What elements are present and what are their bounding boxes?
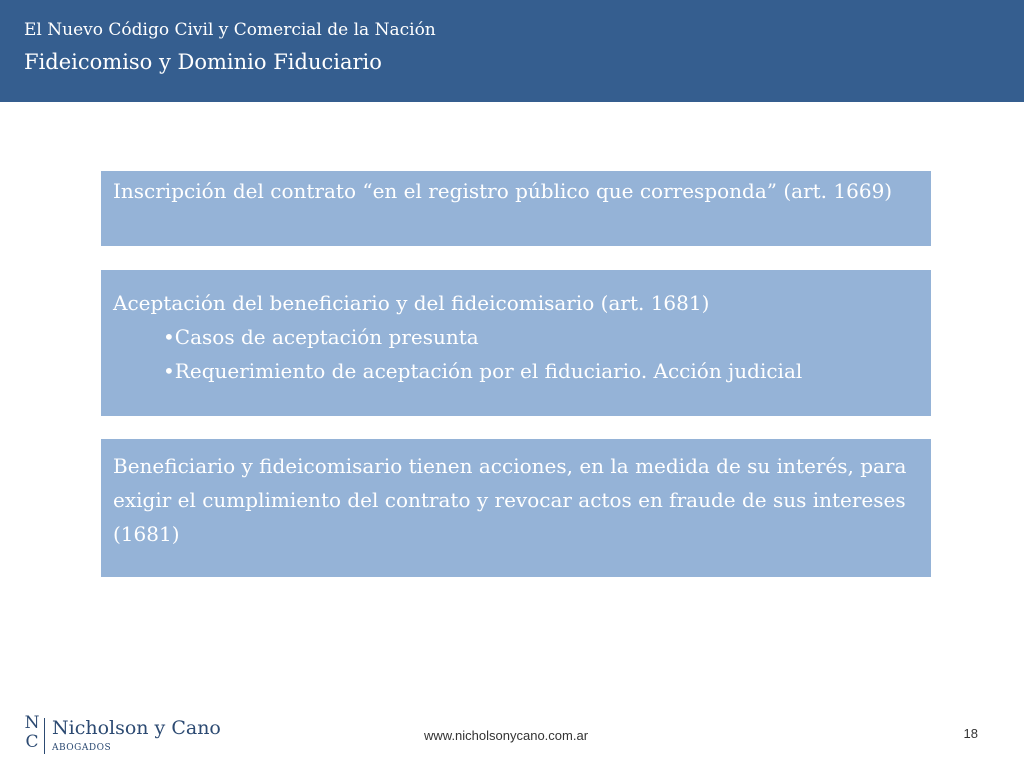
slide-header [0, 0, 1024, 102]
logo-firm-subtitle: ABOGADOS [52, 743, 112, 753]
content-box-acciones [101, 439, 931, 577]
content-box-aceptacion [101, 270, 931, 416]
logo-letter-n: N [24, 713, 40, 733]
logo-firm-name: Nicholson y Cano [52, 717, 221, 739]
logo-monogram [24, 714, 40, 752]
header-title: Fideicomiso y Dominio Fiduciario [24, 50, 382, 74]
logo-divider [44, 718, 45, 754]
box-aceptacion-heading: Aceptación del beneficiario y del fideicomisario (art. 1681) [113, 291, 710, 315]
footer-website-link[interactable]: www.nicholsonycano.com.ar [424, 728, 589, 743]
logo-letter-c: C [25, 732, 39, 752]
bullet-item: •Casos de aceptación presunta [163, 325, 479, 349]
box-acciones-text: Beneficiario y fideicomisario tienen acciones, en la medida de su interés, para exigir el cumplimiento del contrato y revocar actos en fraude de sus intereses (1681) [113, 454, 907, 546]
page-number: 18 [963, 726, 978, 741]
nicholson-cano-logo [24, 714, 224, 760]
content-box-inscripcion [101, 171, 931, 246]
bullet-item: •Requerimiento de aceptación por el fiduciario. Acción judicial [163, 359, 803, 383]
header-subtitle: El Nuevo Código Civil y Comercial de la Nación [24, 20, 436, 40]
box-inscripcion-text: Inscripción del contrato “en el registro público que corresponda” (art. 1669) [113, 179, 893, 203]
